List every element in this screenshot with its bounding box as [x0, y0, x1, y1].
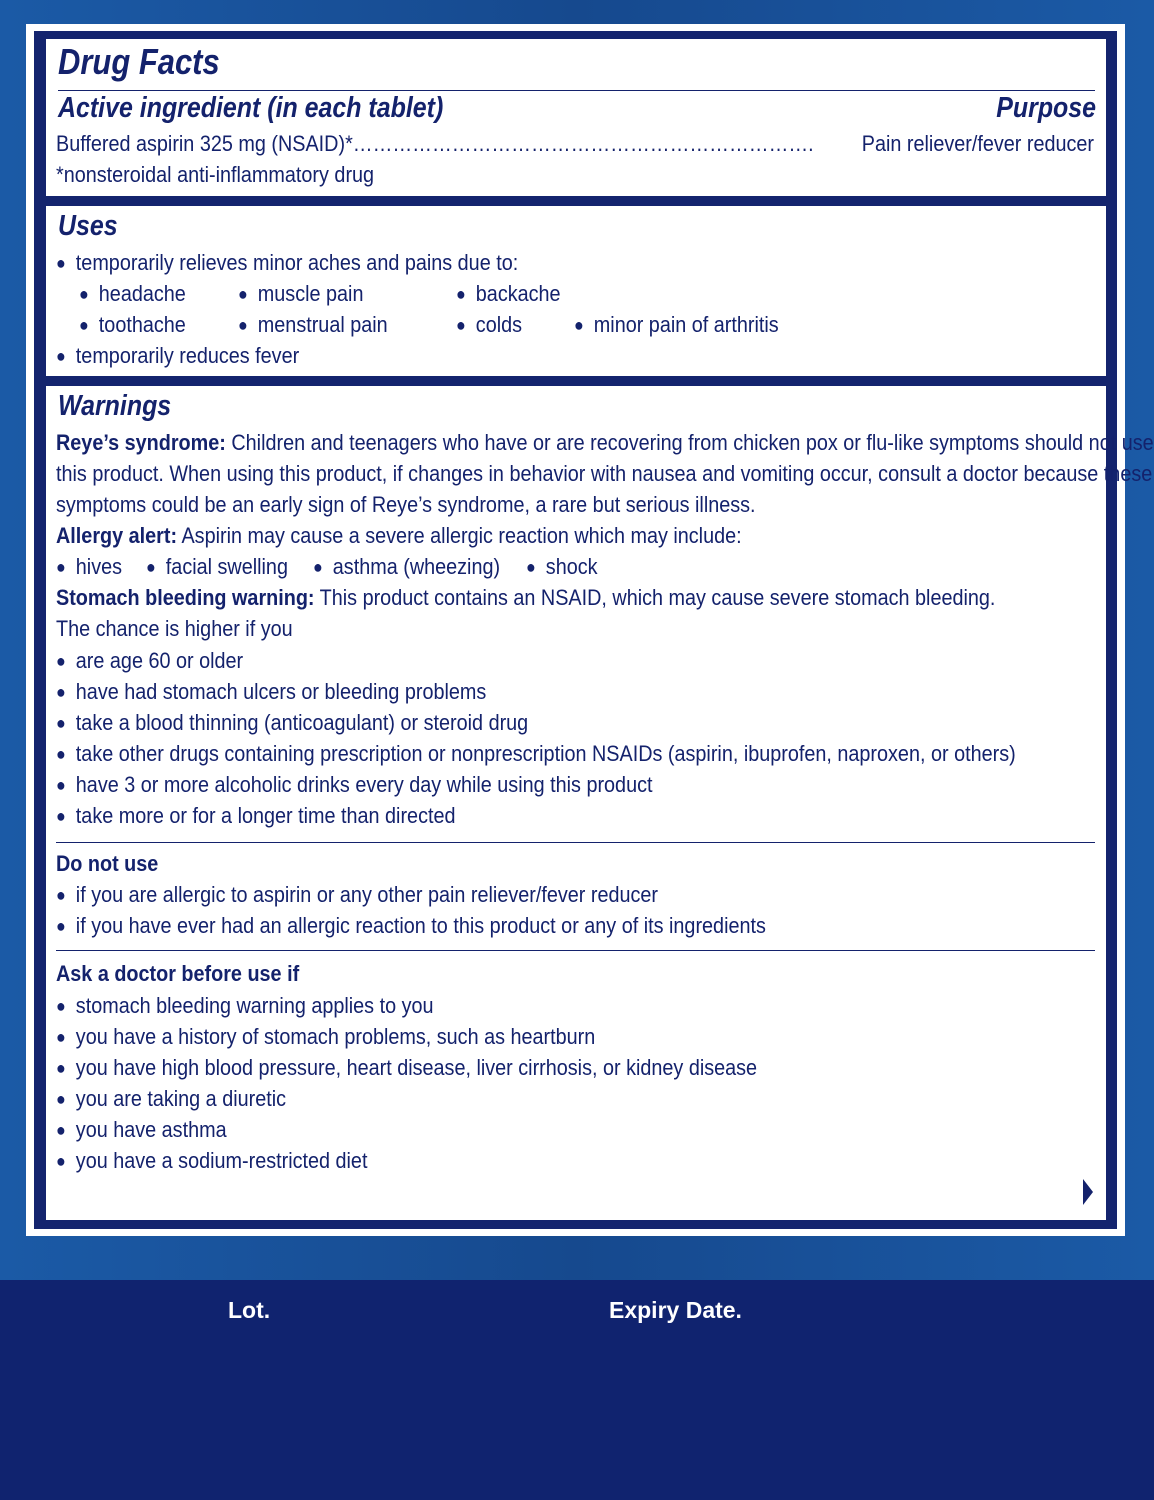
use-item: ● toothache — [79, 314, 186, 336]
use-item: ● backache — [456, 283, 561, 305]
ask-doctor-item: ● stomach bleeding warning applies to you — [56, 995, 434, 1017]
stomach-text: The chance is higher if you — [56, 616, 293, 641]
ask-doctor-item: ● you have a history of stomach problems, such as heartburn — [56, 1026, 595, 1048]
uses-intro: ● temporarily relieves minor aches and pains due to: — [56, 252, 518, 274]
uses-heading: Uses — [58, 210, 118, 242]
ask-doctor-heading: Ask a doctor before use if — [56, 961, 300, 986]
divider — [56, 842, 1095, 843]
use-item: ● colds — [456, 314, 522, 336]
allergy-item: ● shock — [526, 556, 598, 578]
uses-fever: ● temporarily reduces fever — [56, 345, 299, 367]
stomach-item: ● have had stomach ulcers or bleeding problems — [56, 681, 486, 703]
stomach-item: ● take more or for a longer time than directed — [56, 805, 456, 827]
lot-expiry-area — [0, 1280, 1154, 1500]
use-item: ● headache — [79, 283, 186, 305]
do-not-use-heading: Do not use — [56, 851, 159, 876]
allergy-item: ● facial swelling — [146, 556, 288, 578]
expiry-date-label: Expiry Date. — [609, 1297, 742, 1323]
reye-line: Reye’s syndrome: Children and teenagers who have or are recovering from chicken pox or flu-like symptoms should not use — [56, 430, 1154, 455]
reye-line: symptoms could be an early sign of Reye’s syndrome, a rare but serious illness. — [56, 492, 756, 517]
allergy-item: ● asthma (wheezing) — [313, 556, 500, 578]
use-item: ● menstrual pain — [238, 314, 388, 336]
warnings-panel — [46, 386, 1154, 1220]
stomach-bleeding-warning: Stomach bleeding warning: This product contains an NSAID, which may cause severe stomach bleeding. — [56, 585, 996, 610]
do-not-use-item: ● if you are allergic to aspirin or any other pain reliever/fever reducer — [56, 884, 658, 906]
stomach-item: ● take other drugs containing prescription or nonprescription NSAIDs (aspirin, ibuprofen, naproxen, or others) — [56, 743, 1016, 765]
reye-line: this product. When using this product, if changes in behavior with nausea and vomiting occur, consult a doctor because these — [56, 461, 1153, 486]
right-triangle-arrow-icon — [1082, 1178, 1094, 1206]
drug-facts-title: Drug Facts — [58, 41, 220, 82]
divider — [58, 90, 1095, 91]
use-item: ● muscle pain — [238, 283, 363, 305]
lot-label: Lot. — [228, 1297, 271, 1323]
allergy-alert: Allergy alert: Aspirin may cause a severe allergic reaction which may include: — [56, 523, 742, 548]
active-ingredient: Buffered aspirin 325 mg (NSAID)*……………………………………………………………. — [56, 131, 814, 156]
drug-facts-header-panel — [46, 39, 1106, 196]
warnings-heading: Warnings — [58, 390, 172, 422]
allergy-item: ● hives — [56, 556, 122, 578]
active-ingredient-heading: Active ingredient (in each tablet) — [58, 92, 444, 124]
stomach-item: ● are age 60 or older — [56, 650, 243, 672]
stomach-item: ● have 3 or more alcoholic drinks every day while using this product — [56, 774, 652, 796]
purpose-heading: Purpose — [996, 92, 1096, 124]
stomach-item: ● take a blood thinning (anticoagulant) or steroid drug — [56, 712, 528, 734]
ask-doctor-item: ● you have high blood pressure, heart disease, liver cirrhosis, or kidney disease — [56, 1057, 757, 1079]
uses-panel — [46, 206, 1106, 376]
ask-doctor-item: ● you are taking a diuretic — [56, 1088, 286, 1110]
ask-doctor-item: ● you have a sodium-restricted diet — [56, 1150, 367, 1172]
do-not-use-item: ● if you have ever had an allergic reaction to this product or any of its ingredients — [56, 915, 766, 937]
ask-doctor-item: ● you have asthma — [56, 1119, 227, 1141]
use-item: ● minor pain of arthritis — [574, 314, 779, 336]
purpose-text: Pain reliever/fever reducer — [861, 131, 1094, 156]
divider — [56, 950, 1095, 951]
nsaid-footnote: *nonsteroidal anti-inflammatory drug — [56, 162, 375, 187]
